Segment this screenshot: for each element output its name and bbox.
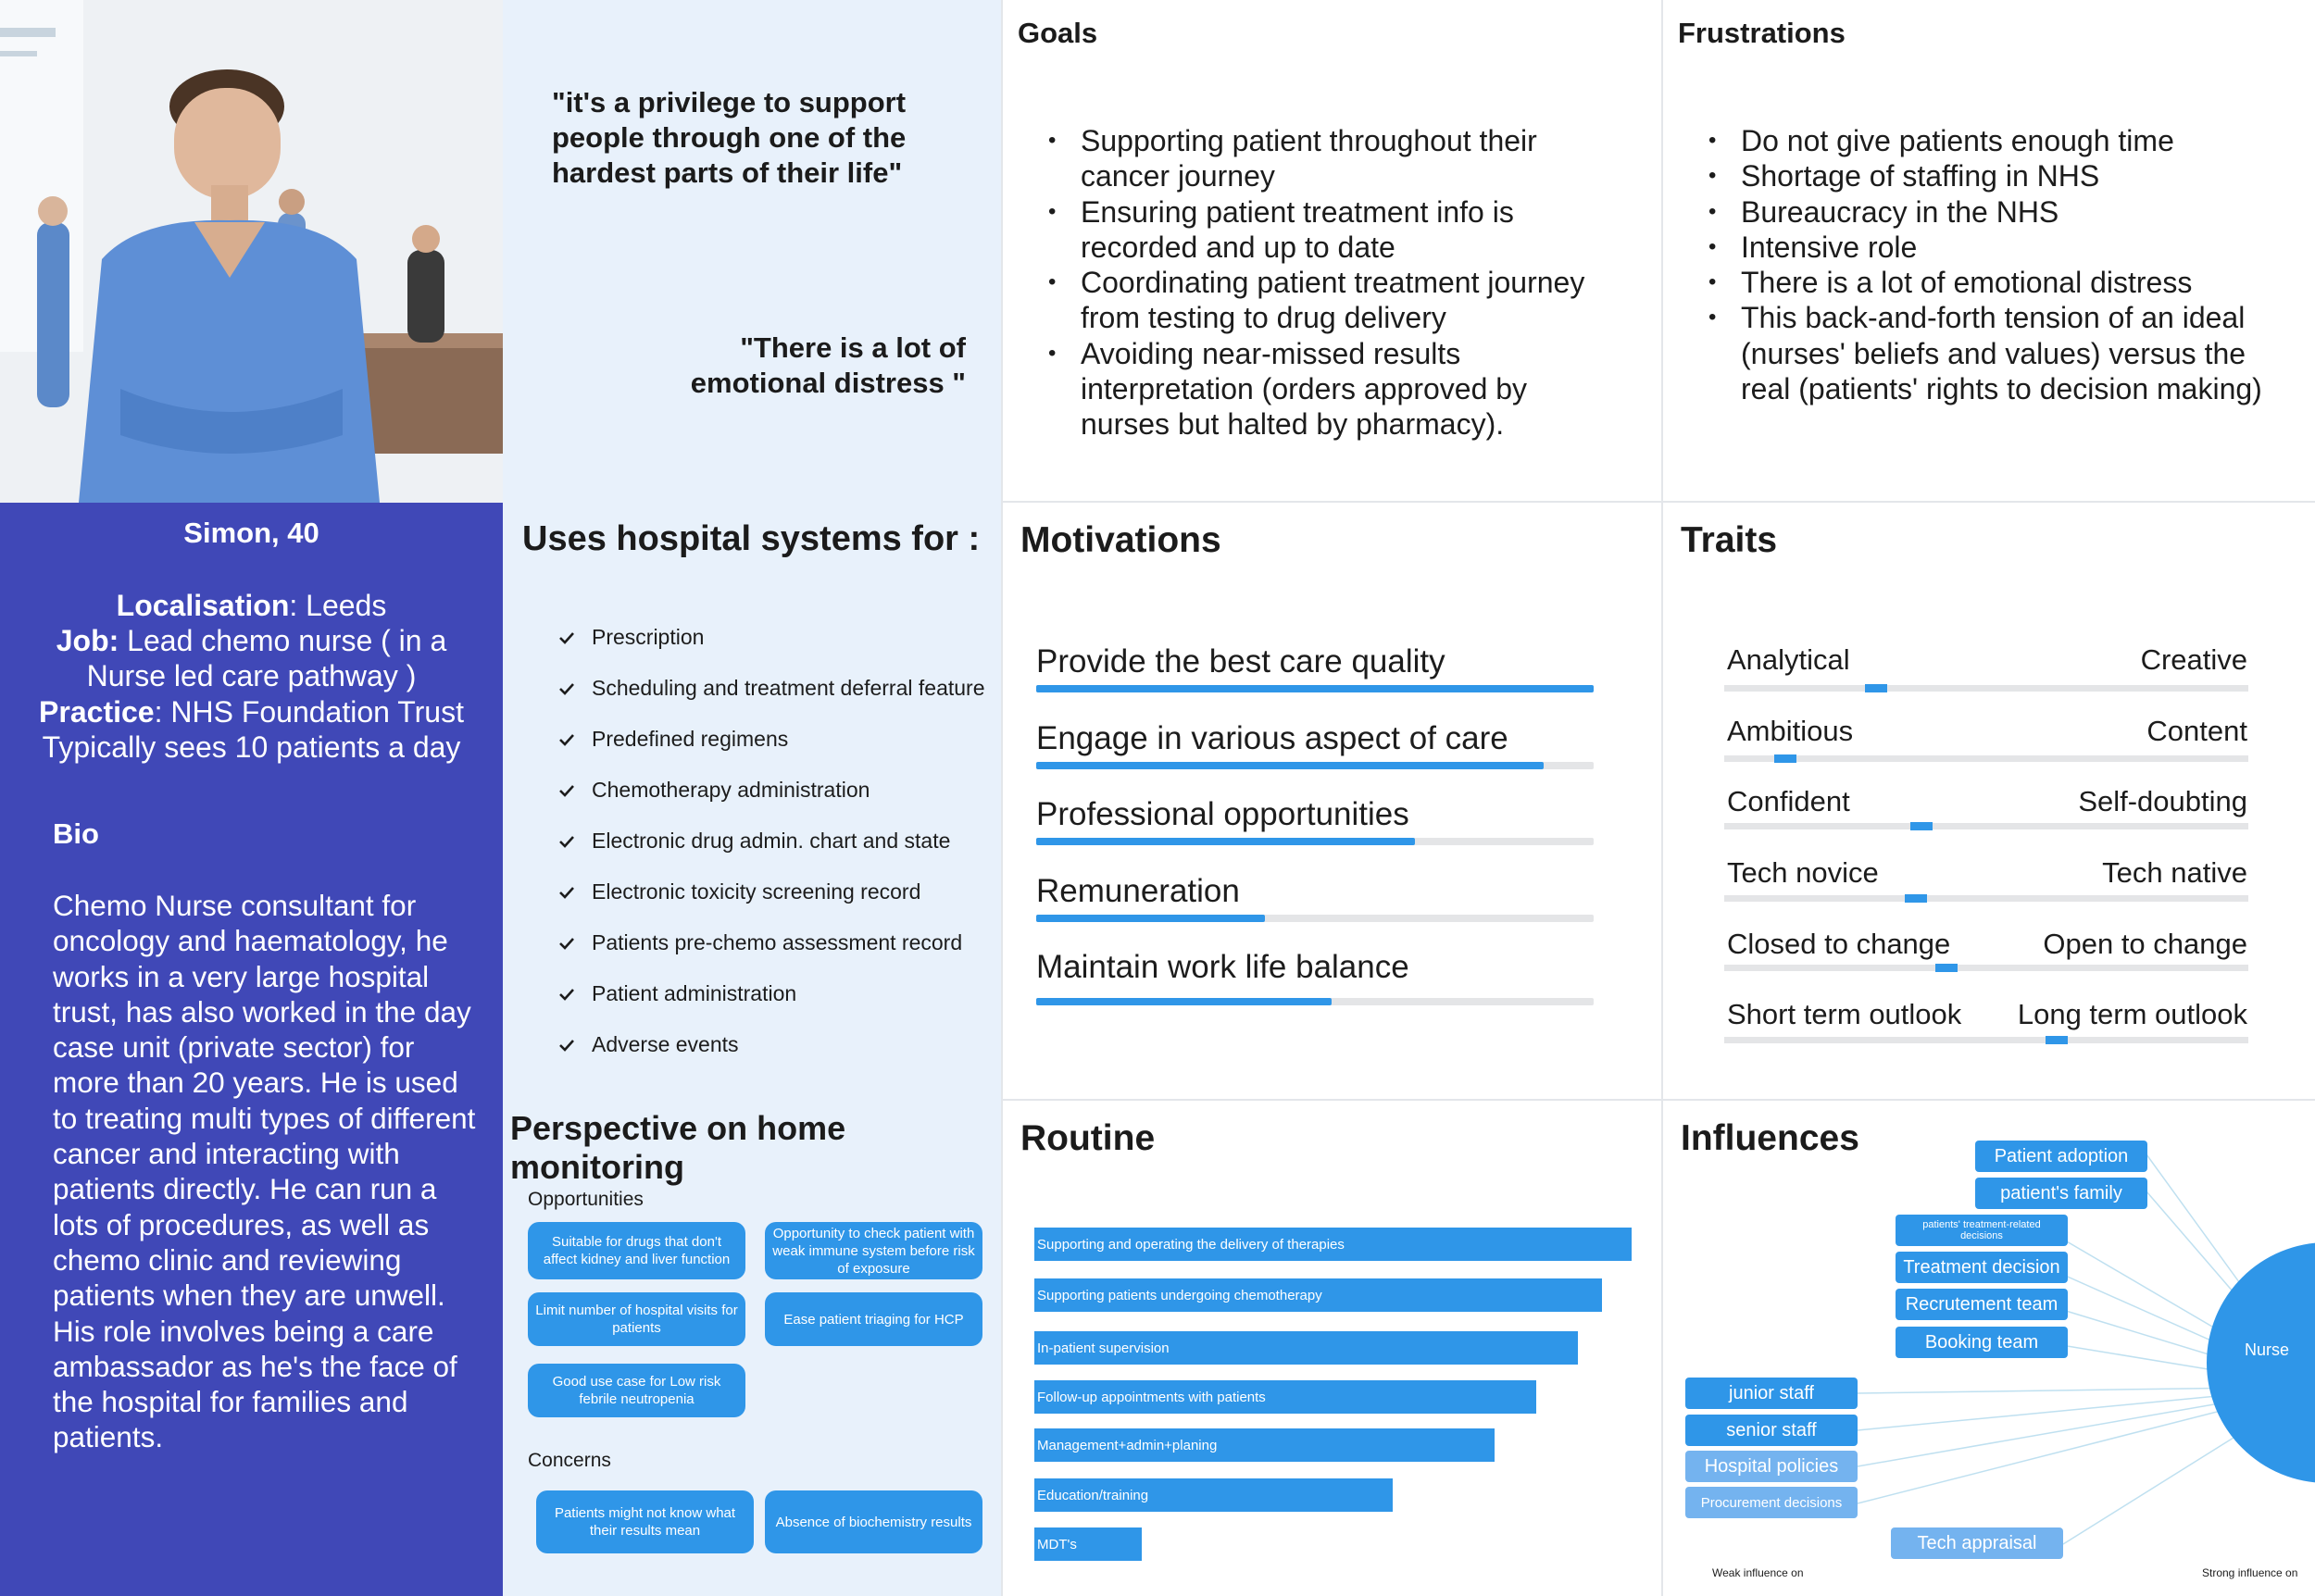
routine-bar: Supporting patients undergoing chemotherapy	[1034, 1278, 1602, 1312]
system-label: Scheduling and treatment deferral feature	[592, 676, 985, 700]
systems-panel	[503, 503, 1001, 1100]
trait-right-label: Long term outlook	[2017, 998, 2247, 1030]
motivation-fill	[1036, 762, 1544, 769]
system-label: Patients pre-chemo assessment record	[592, 930, 963, 954]
trait-track	[1724, 823, 2248, 829]
influence-junior-staff: junior staff	[1685, 1378, 1858, 1409]
opportunity-pill: Limit number of hospital visits for patients	[528, 1292, 745, 1346]
trait-track	[1724, 895, 2248, 902]
trait-track	[1724, 755, 2248, 762]
motivation-track	[1036, 762, 1594, 769]
system-label: Chemotherapy administration	[592, 778, 870, 802]
trait-marker	[2046, 1036, 2068, 1044]
check-icon	[557, 984, 577, 1004]
persona-photo	[0, 0, 503, 503]
grid-divider	[1001, 0, 1003, 1596]
quote-privilege: "it's a privilege to support people through one of the hardest parts of their life"	[552, 86, 907, 189]
persona-job	[0, 623, 503, 693]
system-item	[557, 1032, 739, 1057]
motivation-track	[1036, 998, 1594, 1005]
persona-name: Simon, 40	[183, 517, 319, 549]
opportunities-label: Opportunities	[528, 1189, 644, 1210]
frustration-item: • Bureaucracy in the NHS	[1708, 194, 2292, 230]
traits-title: Traits	[1681, 520, 1778, 560]
frustration-item: • Do not give patients enough time	[1708, 123, 2292, 158]
opportunity-pill: Ease patient triaging for HCP	[765, 1292, 982, 1346]
trait-right-label: Open to change	[2043, 928, 2247, 960]
trait-right-label: Content	[2146, 715, 2247, 747]
motivation-fill	[1036, 838, 1415, 845]
grid-divider	[1661, 0, 1663, 1596]
influence-tech-appraisal: Tech appraisal	[1891, 1527, 2063, 1559]
motivation-track	[1036, 685, 1594, 692]
check-icon	[557, 729, 577, 750]
motivation-fill	[1036, 998, 1332, 1005]
trait-marker	[1865, 684, 1887, 692]
system-item	[557, 981, 796, 1006]
trait-marker	[1905, 894, 1927, 903]
practice-value: : NHS Foundation Trust	[154, 695, 464, 729]
trait-left-label: Tech novice	[1727, 856, 1879, 889]
opportunity-pill: Good use case for Low risk febrile neutropenia	[528, 1364, 745, 1417]
trait-marker	[1910, 822, 1933, 830]
bio-title: Bio	[53, 817, 99, 850]
system-label: Adverse events	[592, 1032, 739, 1056]
nurse-portrait-illustration	[0, 0, 503, 503]
weak-influence-label: Weak influence on	[1712, 1566, 1804, 1579]
concern-pill: Absence of biochemistry results	[765, 1490, 982, 1553]
check-icon	[557, 628, 577, 648]
routine-title: Routine	[1020, 1118, 1156, 1158]
quote-emotional-distress: "There is a lot of emotional distress "	[690, 331, 966, 399]
bio-text: Chemo Nurse consultant for oncology and haematology, he works in a very large hospital trust, has also worked in the day case unit (private sector) for more than 20 years. He is used to treating multi types of different cancer and interacting with patients directly. He can run a lots of procedures, as well as chemo clinic and reviewing patients when they are unwell. His role involves being a care ambassador as he's the face of the hospital for families and patients.	[53, 889, 476, 1454]
job-label: Job:	[56, 624, 119, 657]
system-label: Predefined regimens	[592, 727, 789, 751]
goals-title: Goals	[1018, 17, 1098, 49]
profile-panel	[0, 503, 503, 1596]
frustration-item: • Shortage of staffing in NHS	[1708, 158, 2292, 193]
strong-influence-label: Strong influence on	[2202, 1566, 2298, 1579]
practice-label: Practice	[39, 695, 155, 729]
routine-bar: Follow-up appointments with patients	[1034, 1380, 1536, 1414]
routine-bar: Supporting and operating the delivery of therapies	[1034, 1228, 1632, 1261]
perspective-panel	[503, 1100, 1001, 1596]
goal-item: • Ensuring patient treatment info is recorded and up to date	[1048, 194, 1613, 266]
localisation-value: : Leeds	[289, 589, 387, 622]
perspective-title: Perspective on home monitoring	[510, 1109, 846, 1186]
persona-practice	[0, 694, 503, 729]
concern-pill: Patients might not know what their results mean	[536, 1490, 754, 1553]
influences-title: Influences	[1681, 1118, 1859, 1158]
goal-item: • Coordinating patient treatment journey from testing to drug delivery	[1048, 265, 1613, 336]
motivation-track	[1036, 838, 1594, 845]
routine-bar: MDT's	[1034, 1527, 1142, 1561]
frustration-item: • There is a lot of emotional distress	[1708, 265, 2292, 300]
system-item	[557, 727, 788, 752]
motivation-track	[1036, 915, 1594, 922]
trait-track	[1724, 1037, 2248, 1043]
frustrations-list	[1708, 123, 2292, 406]
persona-localisation	[0, 588, 503, 623]
trait-left-label: Ambitious	[1727, 715, 1854, 747]
influence-procurement-decisions: Procurement decisions	[1685, 1487, 1858, 1518]
trait-right-label: Creative	[2140, 643, 2247, 676]
goals-list	[1048, 123, 1613, 443]
motivation-fill	[1036, 685, 1594, 692]
influence-senior-staff: senior staff	[1685, 1415, 1858, 1446]
check-icon	[557, 933, 577, 954]
influence-patient-adoption: Patient adoption	[1975, 1141, 2147, 1172]
motivation-fill	[1036, 915, 1265, 922]
frustration-item: • Intensive role	[1708, 230, 2292, 265]
grid-divider	[1001, 1099, 2315, 1101]
system-label: Prescription	[592, 625, 705, 649]
trait-left-label: Closed to change	[1727, 928, 1951, 960]
system-item	[557, 829, 950, 854]
motivation-label: Professional opportunities	[1036, 796, 1409, 832]
job-value: Lead chemo nurse ( in a Nurse led care pathway )	[86, 624, 447, 692]
motivation-label: Remuneration	[1036, 873, 1240, 909]
goal-item: • Avoiding near-missed results interpretation (orders approved by nurses but halted by pharmacy).	[1048, 336, 1613, 443]
system-label: Patient administration	[592, 981, 797, 1005]
trait-left-label: Short term outlook	[1727, 998, 1962, 1030]
motivation-label: Maintain work life balance	[1036, 949, 1409, 985]
quotes-panel	[503, 0, 1001, 503]
trait-marker	[1774, 754, 1796, 763]
trait-right-label: Self-doubting	[2078, 785, 2247, 817]
check-icon	[557, 882, 577, 903]
goal-item: • Supporting patient throughout their cancer journey	[1048, 123, 1613, 194]
persona-patients-per-day: Typically sees 10 patients a day	[42, 730, 461, 764]
system-item	[557, 778, 870, 803]
frustration-item: • This back-and-forth tension of an ideal (nurses' beliefs and values) versus the real (patients' rights to decision making)	[1708, 300, 2292, 406]
trait-track	[1724, 685, 2248, 692]
trait-left-label: Analytical	[1727, 643, 1850, 676]
check-icon	[557, 1035, 577, 1055]
check-icon	[557, 780, 577, 801]
grid-divider	[1001, 501, 2315, 503]
localisation-label: Localisation	[116, 589, 290, 622]
influence-hospital-policies: Hospital policies	[1685, 1451, 1858, 1482]
routine-bar: In-patient supervision	[1034, 1331, 1578, 1365]
routine-bar: Education/training	[1034, 1478, 1393, 1512]
system-item	[557, 625, 704, 650]
trait-right-label: Tech native	[2102, 856, 2247, 889]
opportunity-pill: Opportunity to check patient with weak immune system before risk of exposure	[765, 1222, 982, 1279]
systems-title: Uses hospital systems for :	[522, 519, 981, 558]
system-item	[557, 676, 985, 701]
influence-treatment-related-decisions: patients' treatment-related decisions	[1896, 1215, 2068, 1246]
routine-bar: Management+admin+planing	[1034, 1428, 1495, 1462]
frustrations-title: Frustrations	[1678, 17, 1846, 49]
influence-center-label: Nurse	[2245, 1340, 2290, 1359]
motivation-label: Provide the best care quality	[1036, 643, 1445, 680]
system-item	[557, 879, 920, 904]
system-label: Electronic toxicity screening record	[592, 879, 921, 904]
influence-patients-family: patient's family	[1975, 1178, 2147, 1209]
influence-booking-team: Booking team	[1896, 1327, 2068, 1358]
motivations-title: Motivations	[1020, 520, 1221, 560]
opportunity-pill: Suitable for drugs that don't affect kidney and liver function	[528, 1222, 745, 1279]
motivation-label: Engage in various aspect of care	[1036, 720, 1508, 756]
concerns-label: Concerns	[528, 1450, 611, 1471]
trait-marker	[1935, 964, 1958, 972]
system-item	[557, 930, 962, 955]
influence-recruitment-team: Recrutement team	[1896, 1289, 2068, 1320]
influence-treatment-decision: Treatment decision	[1896, 1252, 2068, 1283]
trait-track	[1724, 965, 2248, 971]
check-icon	[557, 831, 577, 852]
system-label: Electronic drug admin. chart and state	[592, 829, 951, 853]
trait-left-label: Confident	[1727, 785, 1850, 817]
check-icon	[557, 679, 577, 699]
